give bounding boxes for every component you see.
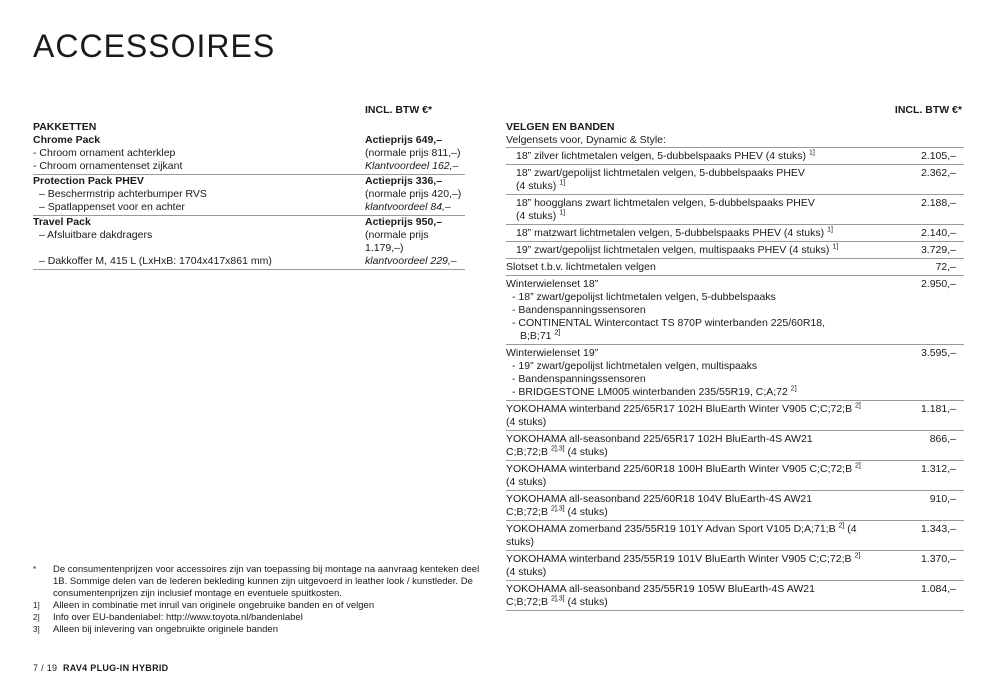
set-line: - Bandenspanningssensoren: [512, 304, 646, 316]
normal-price: (normale prijs 420,–): [365, 188, 462, 200]
item-price: 3.729,–: [920, 244, 956, 256]
velgen-intro: Velgensets voor, Dynamic & Style:: [506, 134, 666, 146]
page-footer: [33, 662, 168, 675]
item-desc: 18” matzwart lichtmetalen velgen, 5-dubbelspaaks PHEV (4 stuks): [516, 227, 825, 239]
price-row: [506, 225, 964, 242]
footnote-ref: 2],3]: [550, 595, 565, 603]
package-name: Protection Pack PHEV: [33, 175, 144, 187]
item-desc: Winterwielenset 18”: [506, 278, 599, 290]
item-desc-cont: (4 stuks): [564, 446, 608, 458]
item-desc: 19” zwart/gepolijst lichtmetalen velgen, multispaaks PHEV (4 stuks): [516, 244, 830, 256]
footnote-ref: 2]: [838, 522, 845, 530]
footnote-ref: 1]: [559, 179, 566, 187]
package-price: Actieprijs 950,–: [365, 216, 443, 228]
price-row-tyre: [506, 581, 964, 611]
item-price: 1.312,–: [920, 463, 956, 475]
item-desc-cont: C;B;72;B: [506, 596, 549, 608]
footnote-mark: 2]: [33, 613, 40, 622]
item-price: 866,–: [929, 433, 956, 445]
footnote-text: Alleen in combinatie met inruil van originele ongebruike banden en of velgen: [53, 600, 375, 611]
section-heading-velgen: VELGEN EN BANDEN: [506, 121, 615, 133]
footnote-ref: 2]: [554, 329, 561, 337]
footnote-ref: 2],3]: [550, 505, 565, 513]
footnote: [33, 564, 493, 600]
item-desc: YOKOHAMA all-seasonband 225/65R17 102H BluEarth-4S AW21: [506, 433, 813, 445]
set-line: - CONTINENTAL Wintercontact TS 870P winterbanden 225/60R18,: [512, 317, 826, 329]
item-price: 2.950,–: [920, 278, 956, 290]
item-desc-cont: (4 stuks): [506, 416, 547, 428]
wheels-tyres-column: [506, 104, 964, 611]
footnote: [33, 624, 493, 636]
page-number: 7 / 19: [33, 663, 58, 673]
item-desc: YOKOHAMA winterband 235/55R19 101V BluEarth Winter V905 C;C;72;B: [506, 553, 852, 565]
price-row-winter19: [506, 345, 964, 401]
footnote-mark: 1]: [33, 601, 40, 610]
package-price: Actieprijs 336,–: [365, 175, 443, 187]
package-chrome: [33, 134, 465, 175]
normal-price: (normale prijs 811,–): [365, 147, 461, 159]
item-desc-cont: C;B;72;B: [506, 506, 549, 518]
footnote: [33, 600, 493, 612]
price-row-tyre: [506, 521, 964, 551]
footnote-ref: 2],3]: [550, 445, 565, 453]
customer-advantage: klantvoordeel 229,–: [365, 255, 457, 267]
item-price: 2.188,–: [920, 197, 956, 209]
set-line: B;B;71: [520, 330, 552, 342]
footnote: [33, 612, 493, 624]
set-line: - BRIDGESTONE LM005 winterbanden 235/55R19, C;A;72: [512, 386, 788, 398]
section-heading-pakketten: PAKKETTEN: [33, 121, 97, 133]
price-row: [506, 147, 964, 165]
item-desc-cont: stuks): [506, 536, 535, 548]
item-price: 1.343,–: [920, 523, 956, 535]
package-travel: [33, 216, 465, 270]
item-price: 1.370,–: [920, 553, 956, 565]
price-row: [506, 165, 964, 195]
footnote-ref: 1]: [808, 149, 815, 157]
set-line: - 19” zwart/gepolijst lichtmetalen velgen, multispaaks: [512, 360, 758, 372]
package-item: – Dakkoffer M, 415 L (LxHxB: 1704x417x861 mm): [39, 255, 272, 267]
page-title: ACCESSOIRES: [33, 28, 276, 64]
package-item: – Beschermstrip achterbumper RVS: [39, 188, 207, 200]
footnote-ref: 2]: [790, 385, 797, 393]
footnotes: [33, 564, 493, 636]
item-desc-cont: (4 stuks): [564, 596, 608, 608]
footnote-ref: 2]: [855, 402, 861, 410]
footnote-ref: 2]: [855, 462, 861, 470]
item-desc-cont: C;B;72;B: [506, 446, 549, 458]
item-desc-cont: (4 stuks): [506, 476, 547, 488]
package-name: Travel Pack: [33, 216, 91, 228]
price-row-winter18: [506, 276, 964, 345]
footnote-mark: *: [33, 565, 37, 574]
item-desc: YOKOHAMA all-seasonband 235/55R19 105W BluEarth-4S AW21: [506, 583, 815, 595]
item-desc: Slotset t.b.v. lichtmetalen velgen: [506, 261, 656, 273]
item-price: 2.140,–: [920, 227, 956, 239]
model-name: RAV4 PLUG-IN HYBRID: [62, 663, 169, 673]
price-row-tyre: [506, 491, 964, 521]
price-row-tyre: [506, 551, 964, 581]
item-desc: 18” zwart/gepolijst lichtmetalen velgen, 5-dubbelspaaks PHEV: [516, 167, 805, 179]
footnote-mark: 3]: [33, 625, 40, 634]
item-desc-cont: (4 stuks): [506, 566, 547, 578]
item-price: 72,–: [935, 261, 956, 273]
package-protection: [33, 175, 465, 216]
item-price: 1.084,–: [920, 583, 956, 595]
price-row: [506, 195, 964, 225]
set-line: - Bandenspanningssensoren: [512, 373, 646, 385]
normal-price: (normale prijs 1.179,–): [365, 229, 429, 254]
item-price: 2.105,–: [920, 150, 956, 162]
footnote-ref: 1]: [832, 243, 839, 251]
item-desc: YOKOHAMA winterband 225/65R17 102H BluEarth Winter V905 C;C;72;B: [506, 403, 853, 415]
item-desc: 18” zilver lichtmetalen velgen, 5-dubbelspaaks PHEV (4 stuks): [516, 150, 807, 162]
footnote-text: Info over EU-bandenlabel: http://www.toyota.nl/bandenlabel: [53, 612, 303, 623]
customer-advantage: klantvoordeel 84,–: [365, 201, 451, 213]
item-price: 910,–: [929, 493, 956, 505]
package-name: Chrome Pack: [33, 134, 101, 146]
incl-btw-label: INCL. BTW €*: [365, 104, 433, 116]
package-item: – Afsluitbare dakdragers: [39, 229, 153, 241]
item-price: 1.181,–: [920, 403, 956, 415]
item-desc: YOKOHAMA zomerband 235/55R19 101Y Advan Sport V105 D;A;71;B: [506, 523, 836, 535]
item-desc: YOKOHAMA all-seasonband 225/60R18 104V BluEarth-4S AW21: [506, 493, 813, 505]
item-price: 2.362,–: [920, 167, 956, 179]
price-row: [506, 259, 964, 276]
item-desc: YOKOHAMA winterband 225/60R18 100H BluEarth Winter V905 C;C;72;B: [506, 463, 853, 475]
price-row-tyre: [506, 461, 964, 491]
footnote-ref: 2]: [854, 552, 861, 560]
package-item: - Chroom ornament achterklep: [33, 147, 176, 159]
item-price: 3.595,–: [920, 347, 956, 359]
package-item: - Chroom ornamentenset zijkant: [33, 160, 183, 172]
item-desc-cont: (4 stuks): [564, 506, 608, 518]
customer-advantage: Klantvoordeel 162,–: [365, 160, 459, 172]
item-desc-cont: (4 stuks): [516, 180, 557, 192]
price-row-tyre: [506, 401, 964, 431]
package-item: – Spatlappenset voor en achter: [39, 201, 185, 213]
set-line: - 18” zwart/gepolijst lichtmetalen velgen, 5-dubbelspaaks: [512, 291, 776, 303]
item-desc: 18” hoogglans zwart lichtmetalen velgen, 5-dubbelspaaks PHEV: [516, 197, 815, 209]
price-row-tyre: [506, 431, 964, 461]
footnote-text: Alleen bij inlevering van ongebruikte originele banden: [53, 624, 278, 635]
footnote-ref: 1]: [559, 209, 566, 217]
footnote-ref: 1]: [827, 226, 833, 234]
package-price: Actieprijs 649,–: [365, 134, 443, 146]
item-desc-cont: (4 stuks): [516, 210, 557, 222]
packages-column: [33, 104, 465, 270]
footnote-text: De consumentenprijzen voor accessoires zijn van toepassing bij montage na aanvraag kenteken deel 1B. Sommige delen van de lederen bekleding kunnen zijn uitgevoerd in leather look / kunstleder. De consumentenprijzen zijn inclusief montage en eventuele spuitkosten.: [53, 564, 480, 599]
incl-btw-label: INCL. BTW €*: [894, 104, 962, 116]
item-desc-cont: (4: [844, 523, 857, 535]
price-row: [506, 242, 964, 259]
item-desc: Winterwielenset 19”: [506, 347, 599, 359]
